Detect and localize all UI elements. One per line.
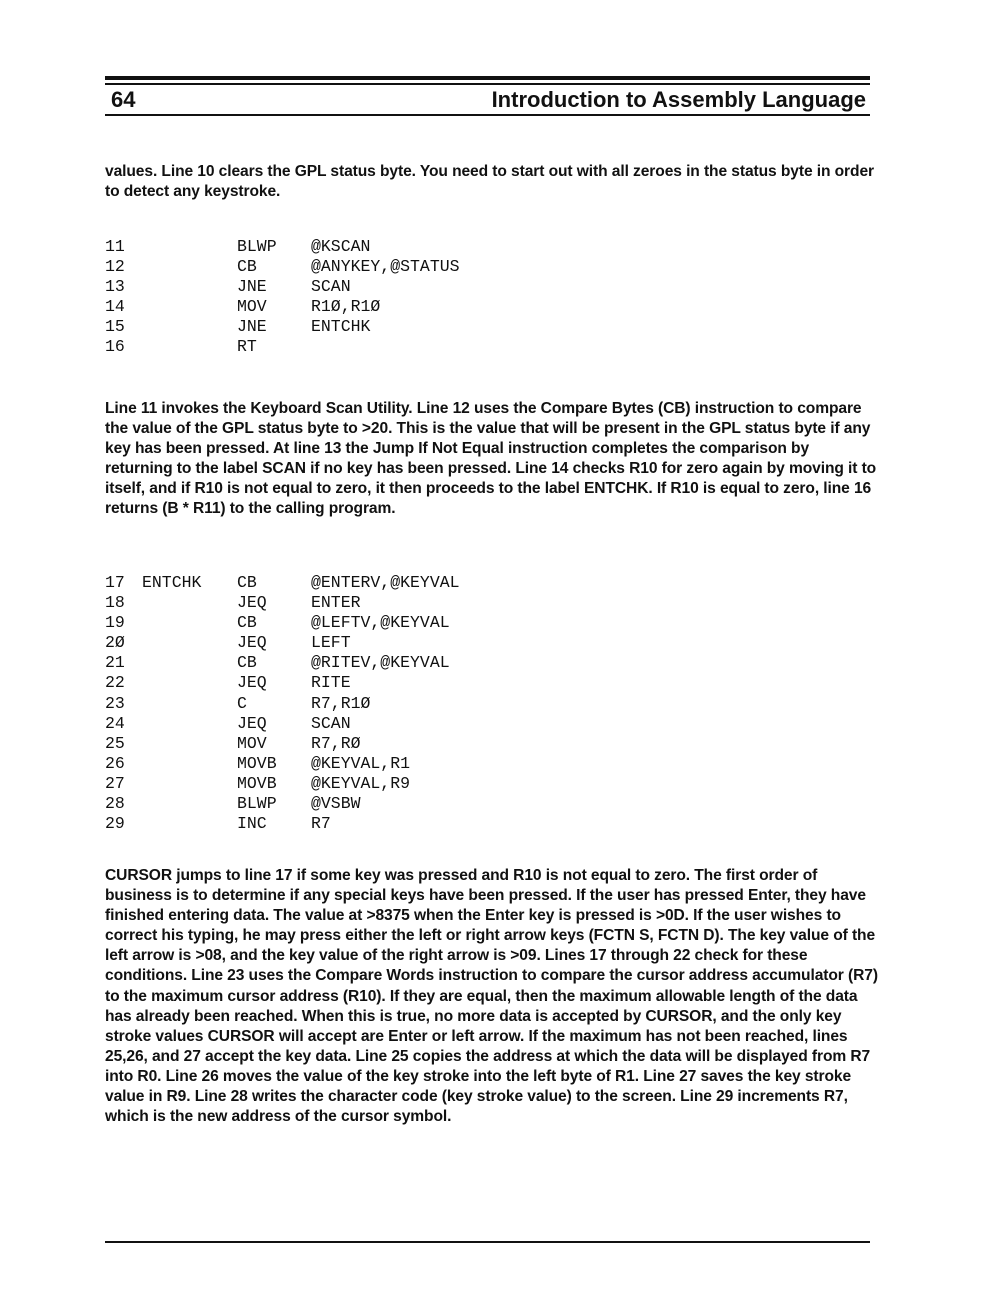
code-operand: @KEYVAL,R1 xyxy=(311,753,411,773)
code-line-number: 14 xyxy=(105,297,125,317)
code-line-number: 19 xyxy=(105,613,125,633)
code-operand: R7,RØ xyxy=(311,733,361,753)
code-line-number: 2Ø xyxy=(105,633,125,653)
code-operand: @RITEV,@KEYVAL xyxy=(311,653,450,673)
code-opcode: MOV xyxy=(237,733,267,753)
code-line-number: 27 xyxy=(105,773,125,793)
code-opcode: INC xyxy=(237,814,267,834)
footer-rule xyxy=(105,1241,870,1243)
code-opcode: BLWP xyxy=(237,237,277,256)
code-opcode: JEQ xyxy=(237,593,267,613)
code-line-number: 18 xyxy=(105,593,125,613)
code-operand: R7,R1Ø xyxy=(311,693,371,713)
code-opcode: BLWP xyxy=(237,794,277,814)
code-line-number: 13 xyxy=(105,277,125,297)
code-line-number: 25 xyxy=(105,733,125,753)
code-line-number: 21 xyxy=(105,653,125,673)
code-opcode: JNE xyxy=(237,317,267,337)
code-opcode: JNE xyxy=(237,277,267,297)
code-opcode: JEQ xyxy=(237,673,267,693)
code-opcode: JEQ xyxy=(237,713,267,733)
code-opcode: RT xyxy=(237,337,257,357)
page-number: 64 xyxy=(111,87,136,112)
code-line-number: 28 xyxy=(105,794,125,814)
code-operand: @KSCAN xyxy=(311,237,371,256)
page-header xyxy=(105,86,870,116)
code-operand: @ENTERV,@KEYVAL xyxy=(311,573,460,592)
code-opcode: MOVB xyxy=(237,773,277,793)
code-operand: R7 xyxy=(311,814,331,834)
code-operand: R1Ø,R1Ø xyxy=(311,297,381,317)
code-opcode: C xyxy=(237,693,247,713)
code-line-number: 29 xyxy=(105,814,125,834)
code-operand: SCAN xyxy=(311,277,351,297)
code-line-number: 11 xyxy=(105,237,125,256)
running-title: Introduction to Assembly Language xyxy=(491,87,866,112)
code-operand: LEFT xyxy=(311,633,351,653)
paragraph-cursor-explanation: CURSOR jumps to line 17 if some key was pressed and R10 is not equal to zero. The first order of business is to determine if any special keys have been pressed. If the user has pressed Enter, they have finished entering data. The value at >8375 when the Enter key is pressed is >0D. If the user wishes to correct his typing, he may press either the left or right arrow keys (FCTN S, FCTN D). The key value of the left arrow is >08, and the key value of the right arrow is >09. Lines 17 through 22 check for these conditions. Line 23 uses the Compare Words instruction to compare the cursor address accumulator (R7) to the maximum cursor address (R10). If they are equal, then the maximum allowable length of the data has already been reached. When this is true, no more data is accepted by CURSOR, and the only key stroke values CURSOR will accept are Enter or left arrow. If the maximum has not been reached, lines 25,26, and 27 accept the key data. Line 25 copies the address at which the data will be displayed from R7 into R0. Line 26 moves the value of the key stroke into the left byte of R1. Line 27 saves the key stroke value in R9. Line 28 writes the character code (key stroke value) to the screen. Line 29 increments R7, which is the new address of the cursor symbol. xyxy=(105,867,878,1126)
paragraph-keyboard-scan: Line 11 invokes the Keyboard Scan Utility. Line 12 uses the Compare Bytes (CB) instruction to compare the value of the GPL status byte to >20. This is the value that will be present in the GPL status byte if any key has been pressed. At line 13 the Jump If Not Equal instruction completes the comparison by returning to the label SCAN if no key has been pressed. Line 14 checks R10 for zero again by moving it to itself, and if R10 is not equal to zero, it then proceeds to the label ENTCHK. If R10 is equal to zero, line 16 returns (B * R11) to the calling program. xyxy=(105,400,877,518)
code-opcode: CB xyxy=(237,653,257,673)
code-line-number: 24 xyxy=(105,713,125,733)
code-opcode: CB xyxy=(237,573,257,592)
header-double-rule-thin xyxy=(105,83,870,85)
code-operand: @KEYVAL,R9 xyxy=(311,773,411,793)
code-operand: ENTER xyxy=(311,593,361,613)
code-line-number: 26 xyxy=(105,753,125,773)
code-operand: ENTCHK xyxy=(311,317,371,337)
code-operand: @LEFTV,@KEYVAL xyxy=(311,613,450,633)
code-line-number: 23 xyxy=(105,693,125,713)
code-line-number: 17 xyxy=(105,573,125,592)
code-operand: @VSBW xyxy=(311,794,361,814)
code-opcode: CB xyxy=(237,257,257,277)
code-operand: SCAN xyxy=(311,713,351,733)
code-operand: RITE xyxy=(311,673,351,693)
code-line-number: 15 xyxy=(105,317,125,337)
code-operand: @ANYKEY,@STATUS xyxy=(311,257,460,277)
code-line-number: 22 xyxy=(105,673,125,693)
code-opcode: CB xyxy=(237,613,257,633)
header-double-rule-thick xyxy=(105,76,870,80)
code-opcode: MOV xyxy=(237,297,267,317)
code-opcode: MOVB xyxy=(237,753,277,773)
code-label: ENTCHK xyxy=(142,573,202,592)
paragraph-status-byte: values. Line 10 clears the GPL status byte. You need to start out with all zeroes in the status byte in order to detect any keystroke. xyxy=(105,163,874,201)
code-line-number: 12 xyxy=(105,257,125,277)
code-opcode: JEQ xyxy=(237,633,267,653)
code-line-number: 16 xyxy=(105,337,125,357)
